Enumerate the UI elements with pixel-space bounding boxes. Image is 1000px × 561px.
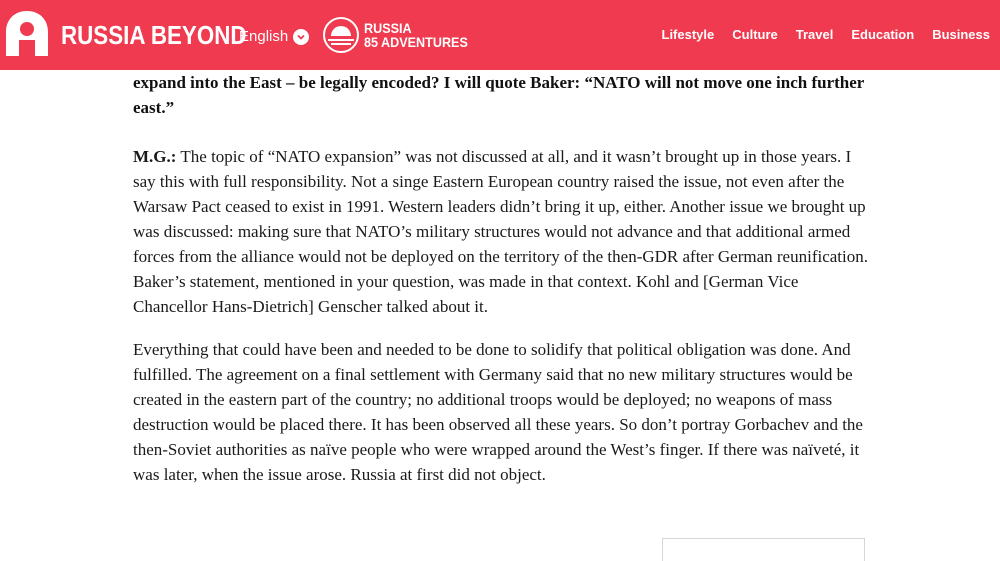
nav-culture[interactable]: Culture [732,27,778,42]
adventures-promo-link[interactable] [322,16,479,54]
brand-name[interactable]: RUSSIA BEYOND [61,20,247,50]
nav-business[interactable]: Business [932,27,990,42]
speaker-label: M.G.: [133,147,177,166]
chevron-down-icon [293,29,309,45]
russia-beyond-logo-icon[interactable] [5,10,49,58]
promo-text [364,21,468,49]
interview-answer-paragraph [133,144,873,319]
interview-question: expand into the East – be legally encoded? I will quote Baker: “NATO will not move one inch further east.” [133,73,865,117]
nav-lifestyle[interactable]: Lifestyle [661,27,715,42]
answer-text: The topic of “NATO expansion” was not discussed at all, and it wasn’t brought up in those years. I say this with full responsibility. Not a singe Eastern European country raised the issue, not even after the Warsaw Pact ceased to exist in 1991. Western leaders didn’t bring it up, either. Another issue we brought up was discussed: making sure that NATO’s military structures would not advance and that additional armed forces from the alliance would not be deployed on the territory of the then-GDR after German reunification. Baker’s statement, mentioned in your question, was made in that context. Kohl and [German Vice Chancellor Hans-Dietrich] Genscher talked about it. [133,147,868,316]
language-selector[interactable] [239,26,309,48]
language-label: English [239,28,289,45]
sunrise-badge-icon [322,16,360,54]
site-header [0,0,1000,70]
article-paragraph: Everything that could have been and needed to be done to solidify that political obligation was done. And fulfilled. The agreement on a final settlement with Germany said that no new military structures would be created in the eastern part of the country; no additional troops would be deployed; no weapons of mass destruction would be placed there. It has been observed all these years. So don’t portray Gorbachev and the then-Soviet authorities as naïve people who were wrapped around the West’s finger. If there was naïveté, it was later, when the issue arose. Russia at first did not object. [133,340,863,484]
nav-travel[interactable]: Travel [795,27,834,42]
promo-line-2: 85 ADVENTURES [364,34,468,50]
nav-education[interactable]: Education [851,27,915,42]
sidebar-widget-box [662,538,865,561]
promo-line-1: RUSSIA [364,20,412,36]
article-body [133,70,873,487]
main-nav [644,26,991,44]
